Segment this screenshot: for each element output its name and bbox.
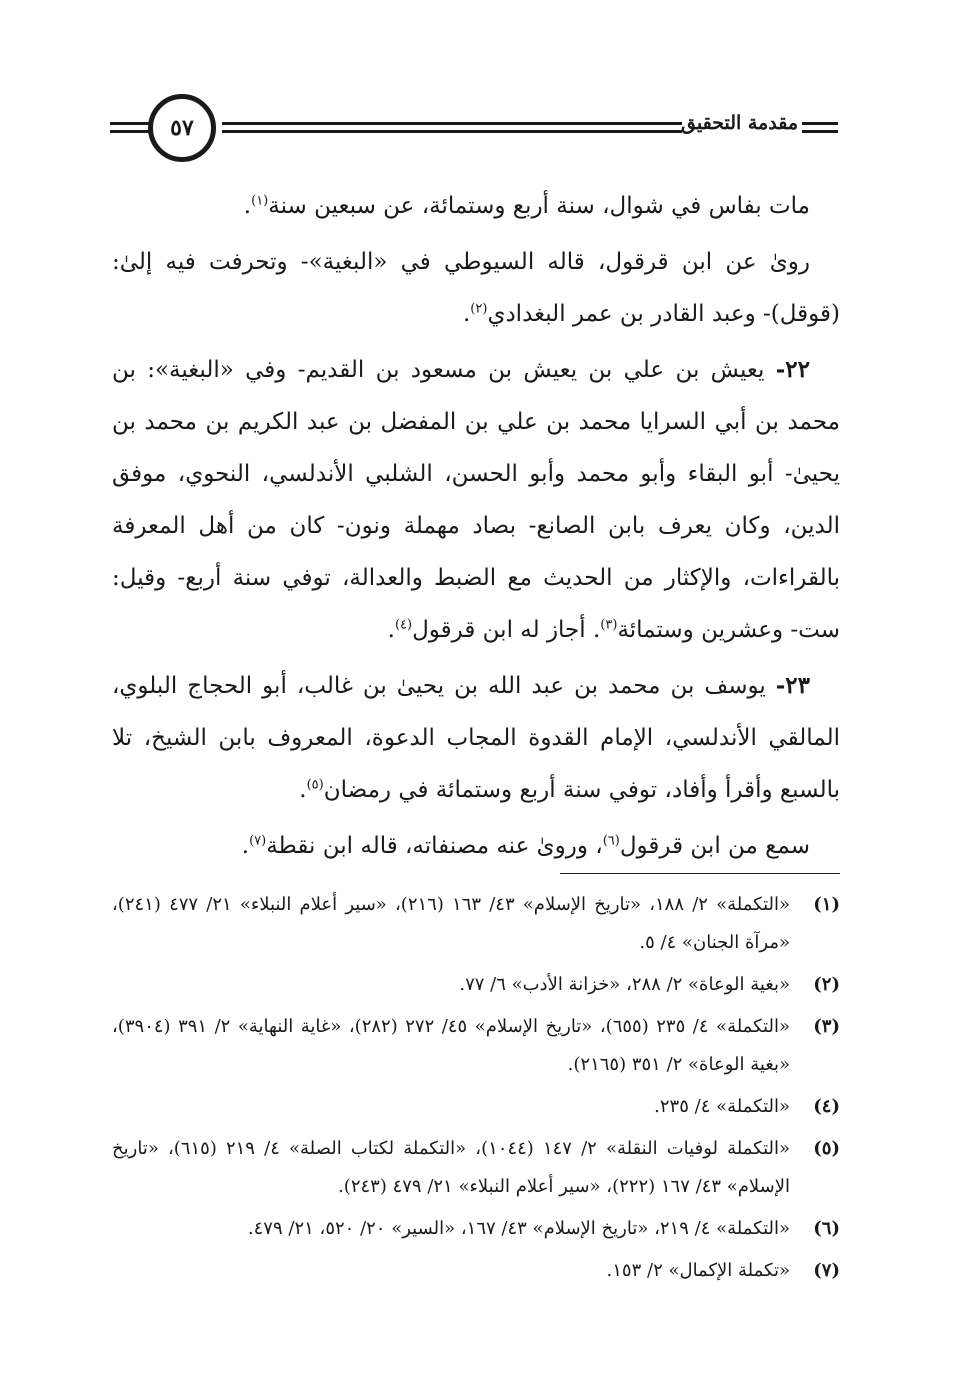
paragraph-text: . [462, 301, 471, 327]
footnote [112, 1008, 840, 1084]
header-rule [110, 130, 150, 133]
entry-number: ٢٢- [775, 356, 810, 383]
footnote-text: «التكملة» ٤/ ٢٣٥. [654, 1096, 790, 1117]
footnote-number: (٥) [813, 1138, 840, 1159]
header-rule [110, 122, 150, 125]
footnote-number: (٣) [813, 1016, 840, 1037]
footnote-ref: (٢) [470, 301, 488, 317]
paragraph-text: . [299, 777, 307, 803]
footnote [112, 1130, 840, 1206]
paragraph [112, 180, 840, 232]
footnote-text: «التكملة» ٢/ ١٨٨، «تاريخ الإسلام» ٤٣/ ١٦٣ (٢١٦)، «سير أعلام النبلاء» ٢١/ ٤٧٧ (٢٤١)، «مرآة الجنان» ٤/ ٥. [112, 894, 791, 953]
footnote [112, 1252, 840, 1290]
footnote-ref: (٧) [249, 833, 267, 849]
footnote-ref: (٥) [306, 777, 324, 793]
page-number-badge [148, 94, 216, 162]
footnote-ref: (٦) [602, 833, 620, 849]
paragraph [112, 820, 840, 872]
paragraph-text: روىٰ عن ابن قرقول، قاله السيوطي في «البغية»- وتحرفت فيه إلىٰ: (قوقل)- وعبد القادر بن عمر البغدادي [112, 249, 840, 327]
footnote-ref: (٣) [600, 617, 618, 633]
entry-paragraph [112, 660, 840, 816]
footnote [112, 886, 840, 962]
footnote-number: (٢) [813, 974, 840, 995]
footnote [112, 1210, 840, 1248]
footnote [112, 966, 840, 1004]
header-rule [222, 122, 682, 125]
header-rule [222, 130, 682, 133]
paragraph-text: يوسف بن محمد بن عبد الله بن يحيىٰ بن غالب، أبو الحجاج البلوي، المالقي الأندلسي، الإمام القدوة المجاب الدعوة، المعروف بابن الشيخ، تلا بالسبع وأقرأ وأفاد، توفي سنة أربع وستمائة في رمضان [112, 673, 840, 803]
header-rule [802, 130, 838, 133]
paragraph-text: يعيش بن علي بن يعيش بن مسعود بن القديم- وفي «البغية»: بن محمد بن أبي السرايا محمد بن علي بن المفضل بن عبد الكريم بن محمد بن يحيىٰ- أبو البقاء وأبو محمد وأبو الحسن، الشلبي الأندلسي، النحوي، موفق الدين، وكان يعرف بابن الصانع- بصاد مهملة ونون- كان من أهل المعرفة بالقراءات، والإكثار من الحديث مع الضبط والعدالة، توفي سنة أربع- وقيل: ست- وعشرين وستمائة [112, 357, 840, 643]
paragraph-text: مات بفاس في شوال، سنة أربع وستمائة، عن سبعين سنة [268, 193, 810, 219]
footnote-text: «تكملة الإكمال» ٢/ ١٥٣. [606, 1260, 790, 1281]
footnote-ref: (٤) [394, 617, 413, 633]
paragraph-text: سمع من ابن قرقول [619, 833, 810, 859]
footnote-text: «بغية الوعاة» ٢/ ٢٨٨، «خزانة الأدب» ٦/ ٧٧. [459, 974, 790, 995]
paragraph-text: . [241, 833, 250, 859]
footnote-number: (٤) [813, 1096, 840, 1117]
footnote-text: «التكملة» ٤/ ٢٣٥ (٦٥٥)، «تاريخ الإسلام» ٤٥/ ٢٧٢ (٢٨٢)، «غاية النهاية» ٢/ ٣٩١ (٣٩٠٤)، «بغية الوعاة» ٢/ ٣٥١ (٢١٦٥). [112, 1016, 790, 1075]
entry-paragraph [112, 344, 840, 656]
paragraph [112, 236, 840, 340]
footnote-ref: (١) [251, 193, 269, 209]
footnote-number: (١) [813, 894, 840, 915]
footnote [112, 1088, 840, 1126]
footnote-text: «التكملة لوفيات النقلة» ٢/ ١٤٧ (١٠٤٤)، «التكملة لكتاب الصلة» ٤/ ٢١٩ (٦١٥)، «تاريخ الإسلام» ٤٣/ ١٦٧ (٢٢٢)، «سير أعلام النبلاء» ٢١/ ٤٧٩ (٢٤٣). [112, 1138, 790, 1197]
footnote-number: (٦) [813, 1218, 840, 1239]
page-number: ٥٧ [170, 115, 194, 141]
paragraph-text: . [387, 617, 395, 643]
paragraph-text: ، وروىٰ عنه مصنفاته، قاله ابن نقطة [266, 833, 603, 859]
running-title: مقدمة التحقيق [681, 112, 798, 134]
paragraph-text: . [243, 193, 252, 219]
paragraph-text: . أجاز له ابن قرقول [412, 617, 601, 643]
footnote-separator [560, 873, 840, 874]
page-header [110, 92, 838, 172]
entry-number: ٢٣- [775, 672, 810, 699]
footnotes [112, 886, 840, 1294]
footnote-text: «التكملة» ٤/ ٢١٩، «تاريخ الإسلام» ٤٣/ ١٦٧، «السير» ٢٠/ ٥٢٠، ٢١/ ٤٧٩. [247, 1218, 790, 1239]
main-text [112, 180, 840, 876]
footnote-number: (٧) [813, 1260, 840, 1281]
header-rule [802, 122, 838, 125]
